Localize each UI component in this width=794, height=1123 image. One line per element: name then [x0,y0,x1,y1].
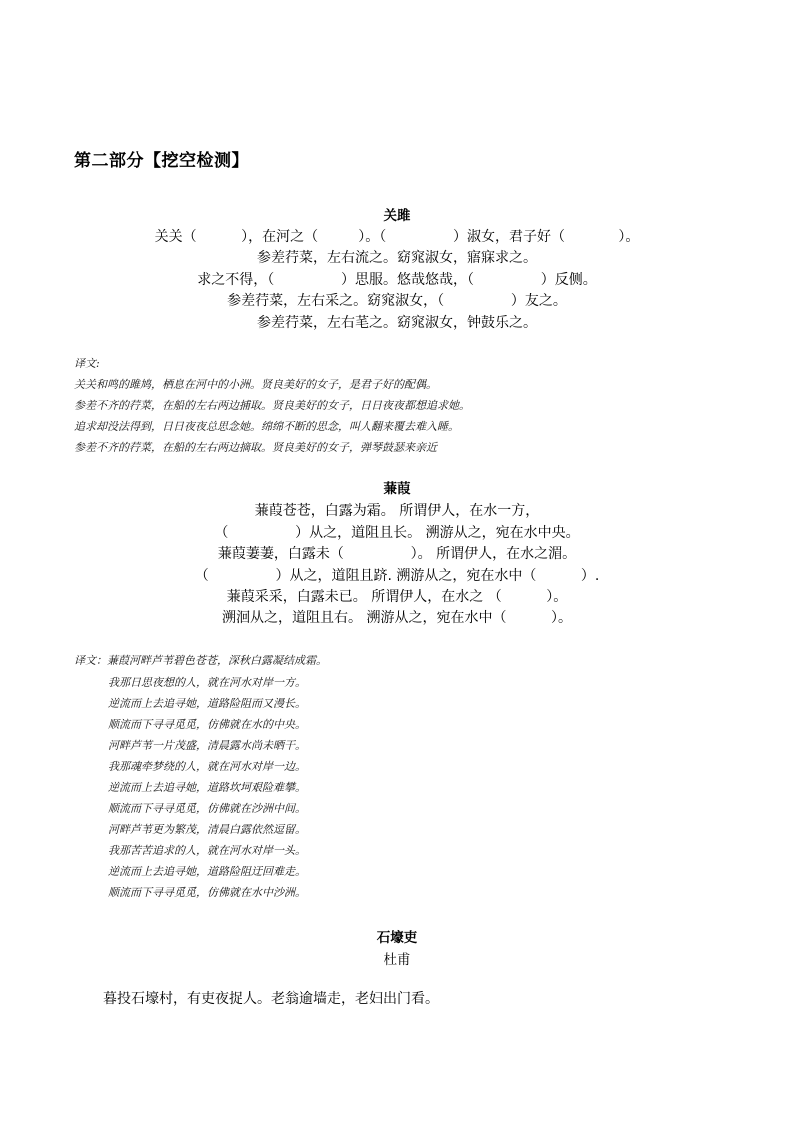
poem-line: 参差荇菜，左右流之。窈窕淑女，寤寐求之。 [257,250,537,266]
poem-line: 溯洄从之，道阻且右。 溯游从之，宛在水中（ ）。 [222,610,572,626]
poem-line: 蒹葭苍苍，白露为霜。 所谓伊人，在水一方， [254,503,540,519]
poem-title-shihaoli: 石壕吏 [376,930,418,946]
poem-line: 暮投石壕村，有吏夜捉人。老翁逾墙走，老妇出门看。 [103,991,439,1007]
translation-label: 译文: [74,357,100,370]
translation-line: 逆流而上去追寻她，道路坎坷艰险难攀。 [108,781,306,794]
translation-line: 我那魂牵梦绕的人，就在河水对岸一边。 [108,760,306,773]
translation-line: 河畔芦苇一片茂盛，清晨露水尚未晒干。 [108,739,306,752]
translation-line: 关关和鸣的雎鸠，栖息在河中的小洲。贤良美好的女子，是君子好的配偶。 [74,378,437,391]
translation-line: 译文：蒹葭河畔芦苇碧色苍苍，深秋白露凝结成霜。 [74,654,327,667]
poem-line: 求之不得，（ ）思服。悠哉悠哉，（ ）反侧。 [197,272,597,288]
translation-line: 逆流而上去追寻她，道路险阻迂回难走。 [108,865,306,878]
poem-title-jianjia: 蒹葭 [383,481,411,497]
translation-line: 顺流而下寻寻觅觅，仿佛就在沙洲中间。 [108,802,306,815]
poem-line: 关关（ ），在河之（ ）。（ ）淑女，君子好（ ）。 [154,229,640,245]
translation-line: 顺流而下寻寻觅觅，仿佛就在水的中央。 [108,718,306,731]
section-title: 第二部分【挖空检测】 [74,151,249,171]
translation-line: 顺流而下寻寻觅觅，仿佛就在水中沙洲。 [108,886,306,899]
poem-line: （ ）从之，道阻且长。 溯游从之，宛在水中央。 [214,525,580,541]
poem-title-guanju: 关雎 [383,208,411,224]
translation-line: 追求却没法得到，日日夜夜总思念她。绵绵不断的思念，叫人翻来覆去难入睡。 [74,420,459,433]
poem-line: 参差荇菜，左右采之。窈窕淑女，（ ）友之。 [227,293,567,309]
poem-line: 蒹葭采采，白露未已。 所谓伊人，在水之 （ ）。 [226,589,568,605]
poem-line: 蒹葭萋萋，白露未（ ）。 所谓伊人，在水之湄。 [217,546,577,562]
poem-author: 杜甫 [383,952,411,968]
translation-line: 河畔芦苇更为繁茂，清晨白露依然逗留。 [108,823,306,836]
poem-line: 参差荇菜，左右芼之。窈窕淑女，钟鼓乐之。 [257,315,537,331]
translation-line: 我那苦苦追求的人，就在河水对岸一头。 [108,844,306,857]
translation-line: 参差不齐的荇菜，在船的左右两边捕取。贤良美好的女子，日日夜夜都想追求她。 [74,399,470,412]
translation-line: 我那日思夜想的人，就在河水对岸一方。 [108,676,306,689]
poem-line: （ ）从之，道阻且跻. 溯游从之，宛在水中（ ）. [194,568,600,584]
translation-line: 参差不齐的荇菜，在船的左右两边摘取。贤良美好的女子，弹琴鼓瑟来亲近 [74,441,437,454]
translation-line: 逆流而上去追寻她，道路险阻而又漫长。 [108,697,306,710]
